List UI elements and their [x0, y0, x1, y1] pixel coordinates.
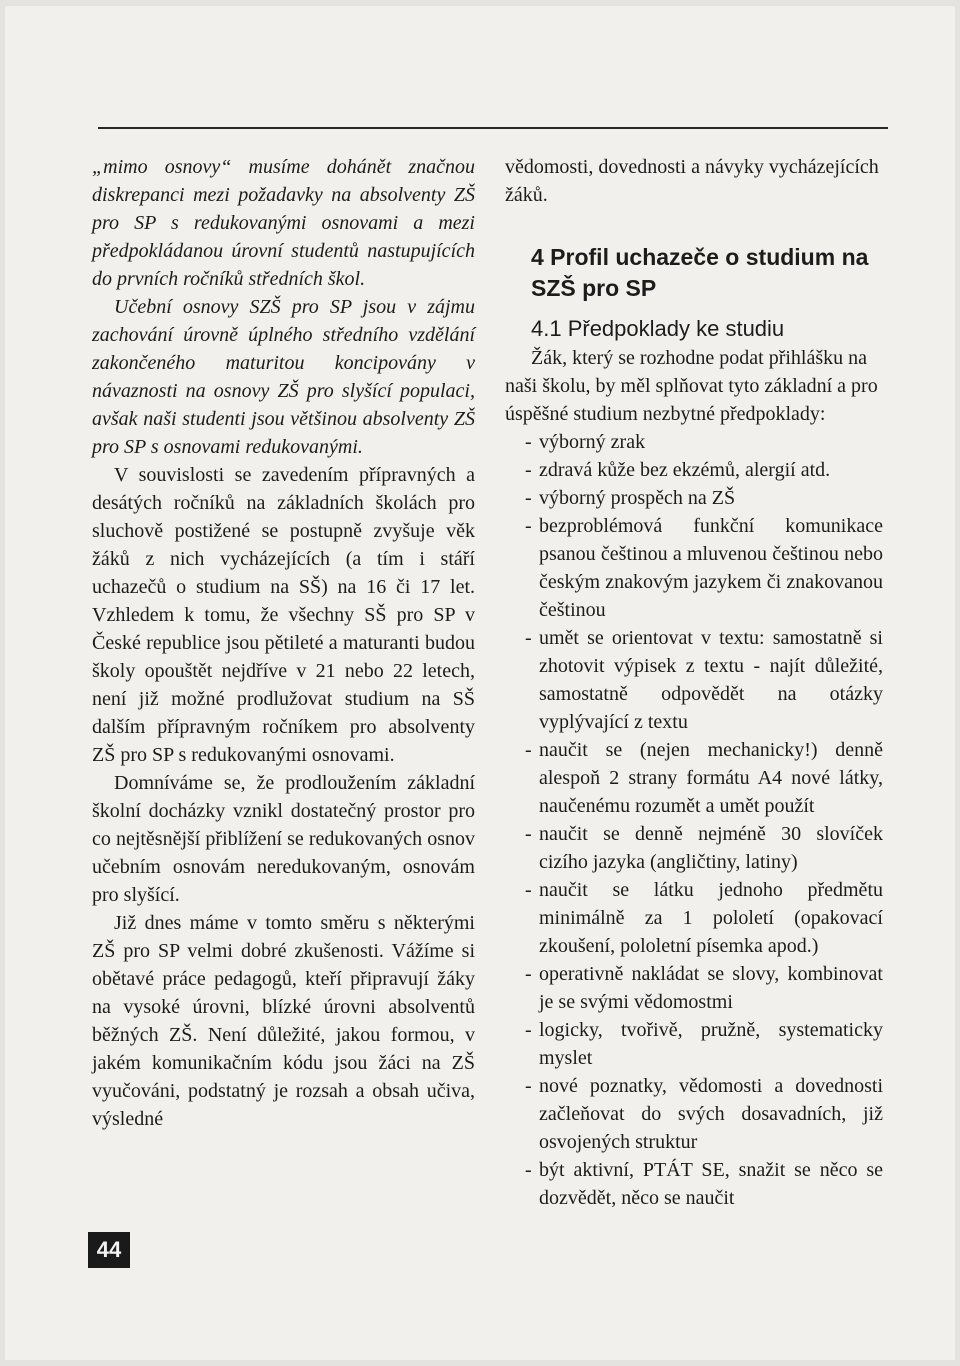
- list-item: - operativně nakládat se slovy, kombinovat je se svými vědomostmi: [505, 960, 885, 1016]
- paragraph-curriculum-italic: Učební osnovy SZŠ pro SP jsou v zájmu zachování úrovně úplného středního vzdělání zakončeného maturitou koncipovány v návaznosti na osnovy ZŠ pro slyšící populaci, avšak naši studenti jsou většinou absolventy ZŠ pro SP s osnovami redukovanými.: [92, 296, 475, 458]
- list-item: - naučit se denně nejméně 30 slovíček cizího jazyka (angličtiny, latiny): [505, 820, 885, 876]
- bullet-dash: -: [525, 459, 532, 481]
- requirements-list: [505, 428, 885, 1212]
- paragraph-preparatory-years: V souvislosti se zavedením přípravných a desátých ročníků na základních školách pro sluchově postižené se postupně zvyšuje věk žáků z nich vycházejících (a tím i stáří uchazečů o studium na SŠ) na 16 či 17 let. Vzhledem k tomu, že všechny SŠ pro SP v České republice jsou pětileté a maturanti budou školy opouštět nejdříve v 21 nebo 22 letech, není již možné prodlužovat studium na SŠ dalším přípravným ročníkem pro absolventy ZŠ pro SP s redukovanými osnovami.: [92, 464, 475, 766]
- bullet-dash: -: [525, 627, 532, 649]
- paragraph-quoted-intro: „mimo osnovy“ musíme dohánět značnou diskrepanci mezi požadavky na absolventy ZŠ pro SP s redukovanými osnovami a mezi předpokládanou úrovní studentů nastupujících do prvních ročníků středních škol.: [92, 156, 475, 290]
- list-item: - naučit se (nejen mechanicky!) denně alespoň 2 strany formátu A4 nové látky, naučenému rozumět a umět použít: [505, 736, 885, 820]
- paragraph-continuation: vědomosti, dovednosti a návyky vycházejících žáků.: [505, 156, 879, 206]
- bullet-dash: -: [525, 487, 532, 509]
- page-number-badge: 44: [88, 1232, 130, 1268]
- header-rule: [98, 127, 888, 129]
- list-item: - naučit se látku jednoho předmětu minimálně za 1 pololetí (opakovací zkoušení, pololetní písemka apod.): [505, 876, 885, 960]
- section-heading: 4 Profil uchazeče o studium na SZŠ pro SP: [531, 244, 869, 301]
- list-item: - výborný zrak: [505, 428, 885, 456]
- paragraph-extended-schooling: Domníváme se, že prodloužením základní školní docházky vznikl dostatečný prostor pro co nejtěsnější přiblížení se redukovaných osnov učebním osnovám neredukovaným, osnovám pro slyšící.: [92, 772, 475, 906]
- bullet-dash: -: [525, 823, 532, 845]
- bullet-dash: -: [525, 431, 532, 453]
- bullet-dash: -: [525, 1019, 532, 1041]
- right-column: [505, 153, 885, 1212]
- list-item: - výborný prospěch na ZŠ: [505, 484, 885, 512]
- bullet-dash: -: [525, 879, 532, 901]
- bullet-dash: -: [525, 515, 532, 537]
- paragraph-experience: Již dnes máme v tomto směru s některými ZŠ pro SP velmi dobré zkušenosti. Vážíme si obětavé práce pedagogů, kteří připravují žáky na vysoké úrovni, blízké úrovni absolventů běžných ZŠ. Není důležité, jakou formou, v jakém komunikačním kódu jsou žáci na ZŠ vyučováni, podstatný je rozsah a obsah učiva, výsledné: [92, 912, 475, 1130]
- bullet-dash: -: [525, 963, 532, 985]
- list-item: - logicky, tvořivě, pružně, systematicky myslet: [505, 1016, 885, 1072]
- bullet-dash: -: [525, 739, 532, 761]
- bullet-dash: -: [525, 1075, 532, 1097]
- list-item: - zdravá kůže bez ekzémů, alergií atd.: [505, 456, 885, 484]
- bullet-dash: -: [525, 1159, 532, 1181]
- list-item: - bezproblémová funkční komunikace psanou češtinou a mluvenou češtinou nebo českým znakovým jazykem či znakovanou češtinou: [505, 512, 885, 624]
- list-item: - umět se orientovat v textu: samostatně si zhotovit výpisek z textu - najít důležité, samostatně odpovědět na otázky vyplývající z textu: [505, 624, 885, 736]
- subsection-heading: 4.1 Předpoklady ke studiu: [531, 316, 785, 341]
- paragraph-requirements-intro: Žák, který se rozhodne podat přihlášku na naši školu, by měl splňovat tyto základní a pro úspěšné studium nezbytné předpoklady:: [505, 347, 878, 425]
- list-item: - nové poznatky, vědomosti a dovednosti začleňovat do svých dosavadních, již osvojených struktur: [505, 1072, 885, 1156]
- list-item: - být aktivní, PTÁT SE, snažit se něco se dozvědět, něco se naučit: [505, 1156, 885, 1212]
- left-column: [92, 153, 475, 1133]
